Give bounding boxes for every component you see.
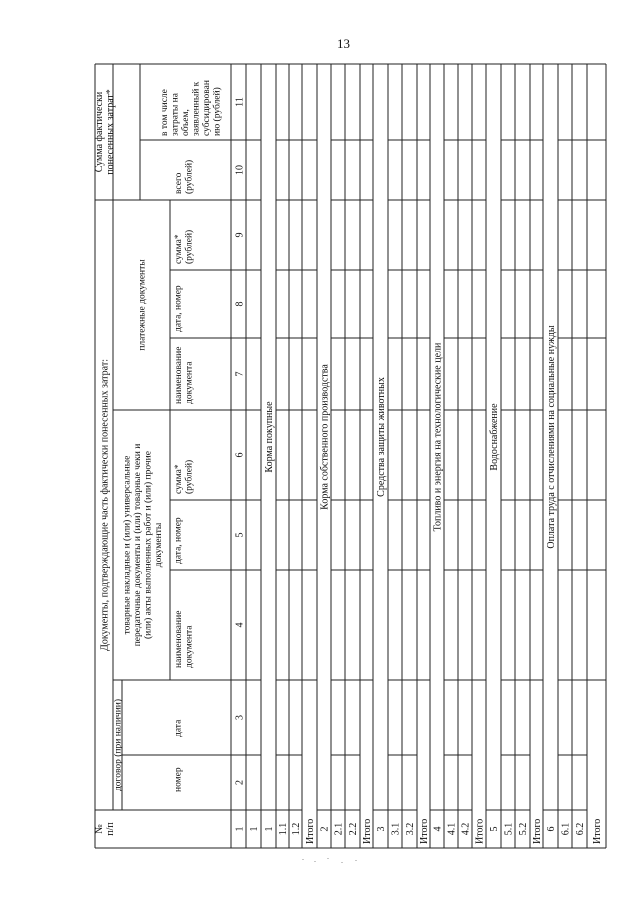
row-number: 4.1: [446, 822, 458, 836]
total-label: Итого: [419, 818, 430, 844]
header-contract: договор (при наличии): [113, 698, 124, 792]
section-title: Топливо и энергия на технологические цели: [432, 342, 444, 532]
column-number-4: 4: [234, 622, 246, 628]
column-number-11: 11: [234, 97, 246, 107]
header-payment-sum: сумма*(рублей): [174, 229, 195, 264]
header-invoice-sum: сумма*(рублей): [174, 459, 195, 494]
row-number: 5.1: [503, 822, 515, 836]
section-number: 2: [319, 826, 331, 832]
row-number: 6.2: [575, 822, 586, 836]
header-payment: платежные документы: [137, 259, 148, 351]
row-number: 2.1: [333, 822, 345, 836]
section-number: 5: [489, 826, 500, 832]
header-actual-costs: Сумма фактическипонесенных затрат*: [94, 89, 116, 175]
section-title: Корма покупные: [264, 401, 275, 473]
row-number: 3.1: [390, 822, 402, 836]
header-total: всего(рублей): [174, 159, 195, 194]
row-number: 4.2: [460, 822, 472, 836]
column-number-5: 5: [234, 532, 246, 538]
total-label: Итого: [592, 818, 603, 844]
header-payment-date-number: дата, номер: [173, 285, 184, 332]
column-number-6: 6: [234, 452, 246, 458]
page-number: 13: [337, 36, 350, 51]
section-title: Оплата труда с отчислениями на социальные нужды: [546, 325, 557, 549]
total-label: Итого: [362, 818, 373, 844]
row-number: 1.2: [291, 822, 302, 836]
column-number-10: 10: [234, 165, 246, 175]
column-number-9: 9: [234, 232, 246, 238]
row-number: 5.2: [518, 822, 529, 836]
row-number: 1: [249, 826, 260, 832]
section-title: Корма собственного производства: [319, 364, 331, 510]
row-number: 6.1: [560, 822, 572, 836]
header-no: №п/п: [94, 822, 116, 836]
total-label: Итого: [532, 818, 543, 844]
header-invoice-date-number: дата, номер: [173, 517, 184, 564]
section-number: 3: [376, 826, 387, 832]
section-number: 1: [264, 826, 275, 832]
total-label: Итого: [305, 818, 316, 844]
column-number-7: 7: [234, 371, 246, 377]
total-label: Итого: [474, 818, 486, 844]
scan-artifact: [300, 857, 370, 865]
column-number-2: 2: [234, 780, 246, 785]
header-contract-date: дата: [173, 719, 184, 737]
row-number: 2.2: [348, 822, 359, 836]
column-number-1: 1: [234, 826, 246, 832]
header-payment-name: наименованиедокумента: [174, 346, 195, 404]
header-invoice-name: наименованиедокумента: [174, 610, 195, 668]
section-title: Средства защиты животных: [376, 377, 387, 497]
section-number: 6: [546, 826, 557, 832]
section-title: Водоснабжение: [489, 403, 500, 471]
header-documents: Документы, подтверждающие часть фактически понесенных затрат:: [99, 359, 111, 651]
header-included-amount: в том числезатраты наобъем,заявленный ксубсидированию (рублей): [160, 80, 223, 136]
row-number: 3.2: [405, 822, 416, 836]
header-invoices: товарные накладные и (или) универсальныепередаточные документы и (или) товарные чеки и(или) акты выполненных работ и (или) прочиедокументы: [122, 443, 164, 647]
section-number: 4: [432, 826, 444, 832]
column-number-3: 3: [234, 715, 246, 720]
row-number: 1.1: [278, 822, 289, 836]
column-number-8: 8: [234, 301, 246, 307]
header-contract-number: номер: [173, 767, 184, 792]
